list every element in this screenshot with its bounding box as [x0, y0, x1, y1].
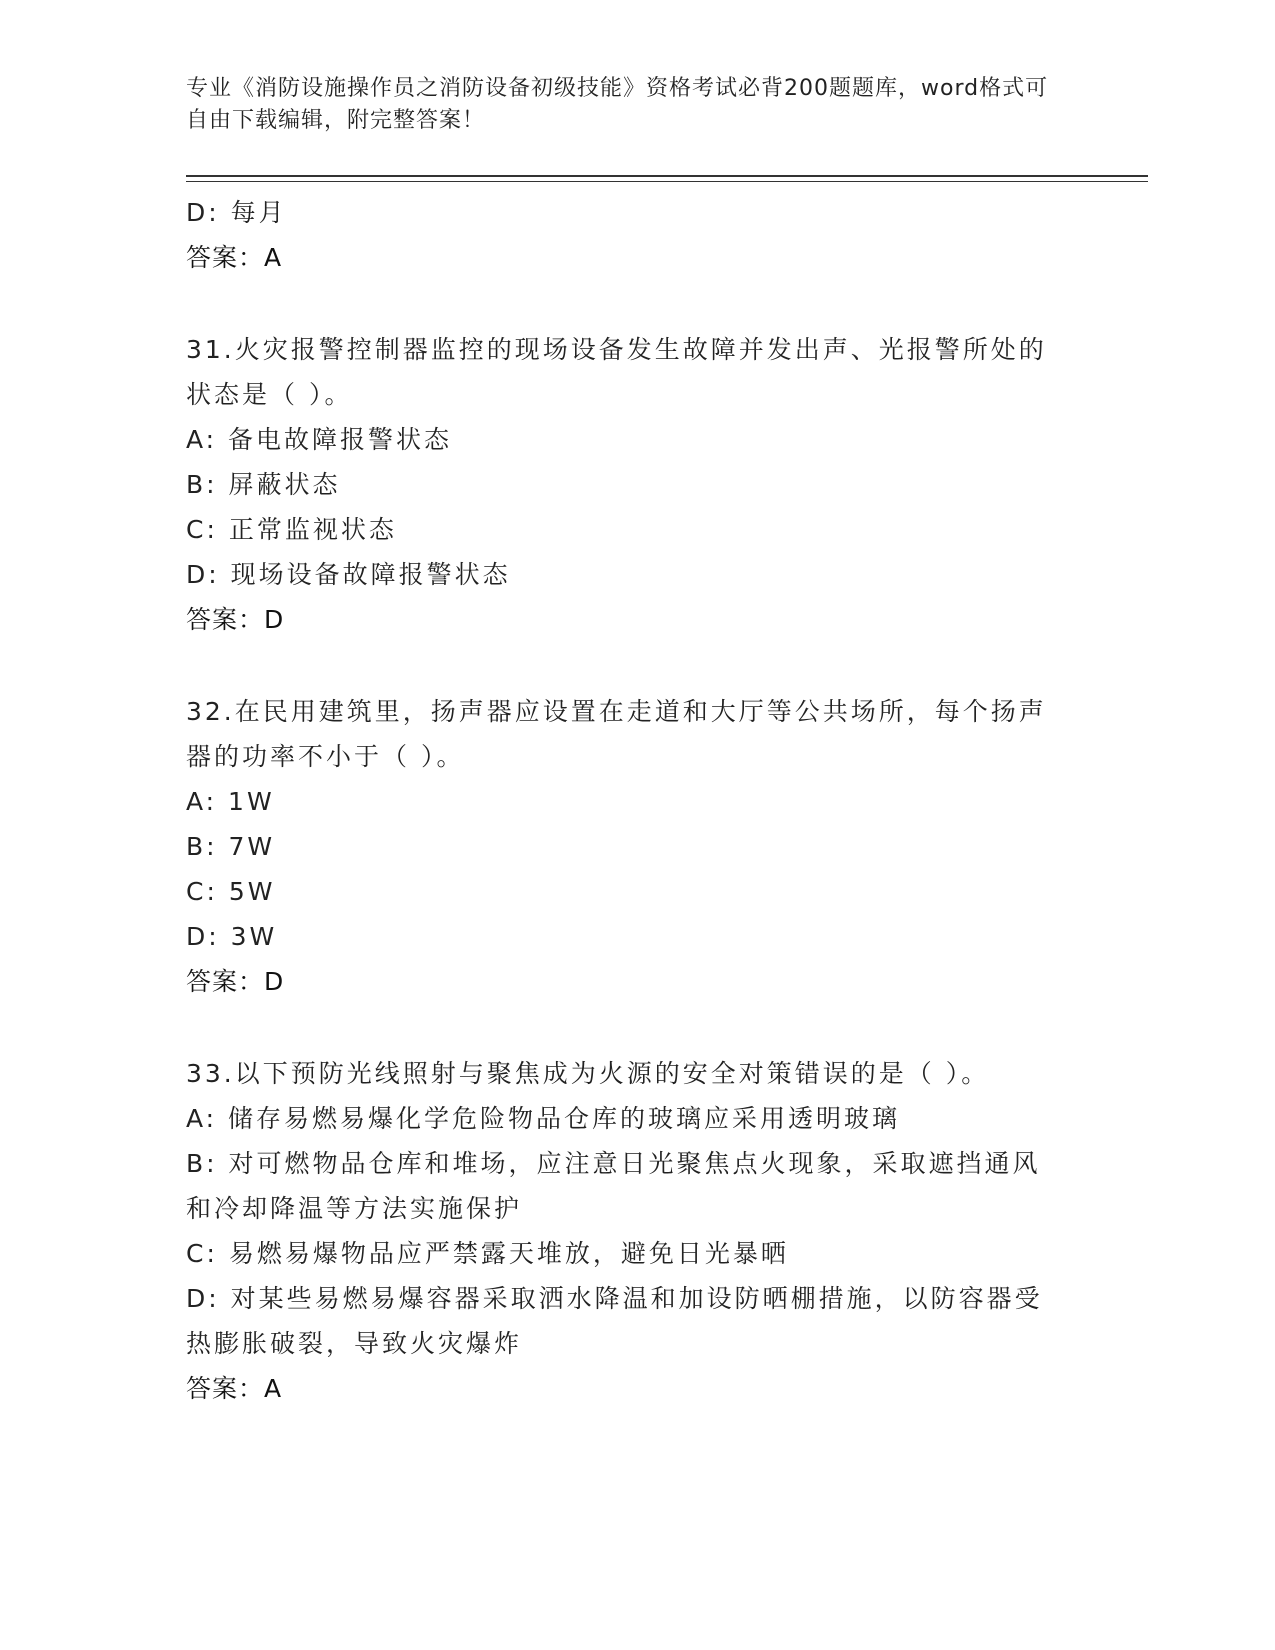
answer-label: 答案：A [186, 1374, 283, 1403]
document-header: 专业《消防设施操作员之消防设备初级技能》资格考试必背200题题库，word格式可自由下载编辑，附完整答案！ [186, 76, 1049, 133]
option-d: D: 对某些易燃易爆容器采取洒水降温和加设防晒棚措施，以防容器受 [186, 1284, 1043, 1313]
question-31 [186, 327, 1086, 642]
question-content [186, 190, 1086, 1411]
option-c: C: 正常监视状态 [186, 515, 397, 544]
question-30-tail [186, 190, 1086, 280]
question-32 [186, 689, 1086, 1004]
option-c: C: 5W [186, 877, 276, 906]
option-d: D: 3W [186, 922, 278, 951]
option-a: A: 储存易燃易爆化学危险物品仓库的玻璃应采用透明玻璃 [186, 1104, 901, 1133]
option-d: D: 现场设备故障报警状态 [186, 560, 511, 589]
option-b: B: 屏蔽状态 [186, 470, 341, 499]
option-d-cont: 热膨胀破裂，导致火灾爆炸 [186, 1329, 523, 1358]
question-stem-cont: 器的功率不小于（ ）。 [186, 742, 465, 771]
answer-label: 答案：D [186, 605, 285, 634]
option-d: D: 每月 [186, 198, 287, 227]
answer-label: 答案：A [186, 243, 283, 272]
option-b-cont: 和冷却降温等方法实施保护 [186, 1194, 523, 1223]
question-stem-cont: 状态是（ ）。 [186, 380, 353, 409]
option-c: C: 易燃易爆物品应严禁露天堆放，避免日光暴晒 [186, 1239, 789, 1268]
spacer [186, 1004, 1086, 1051]
question-stem: 32.在民用建筑里，扬声器应设置在走道和大厅等公共场所，每个扬声 [186, 697, 1047, 726]
question-stem: 33.以下预防光线照射与聚焦成为火源的安全对策错误的是（ ）。 [186, 1059, 990, 1088]
option-a: A: 1W [186, 787, 275, 816]
header-divider-thin [186, 181, 1148, 182]
spacer [186, 642, 1086, 689]
spacer [186, 280, 1086, 327]
answer-label: 答案：D [186, 967, 285, 996]
option-a: A: 备电故障报警状态 [186, 425, 453, 454]
question-33 [186, 1051, 1086, 1411]
question-stem: 31.火灾报警控制器监控的现场设备发生故障并发出声、光报警所处的 [186, 335, 1047, 364]
header-divider-thick [186, 175, 1148, 177]
option-b: B: 对可燃物品仓库和堆场，应注意日光聚焦点火现象，采取遮挡通风 [186, 1149, 1041, 1178]
option-b: B: 7W [186, 832, 276, 861]
